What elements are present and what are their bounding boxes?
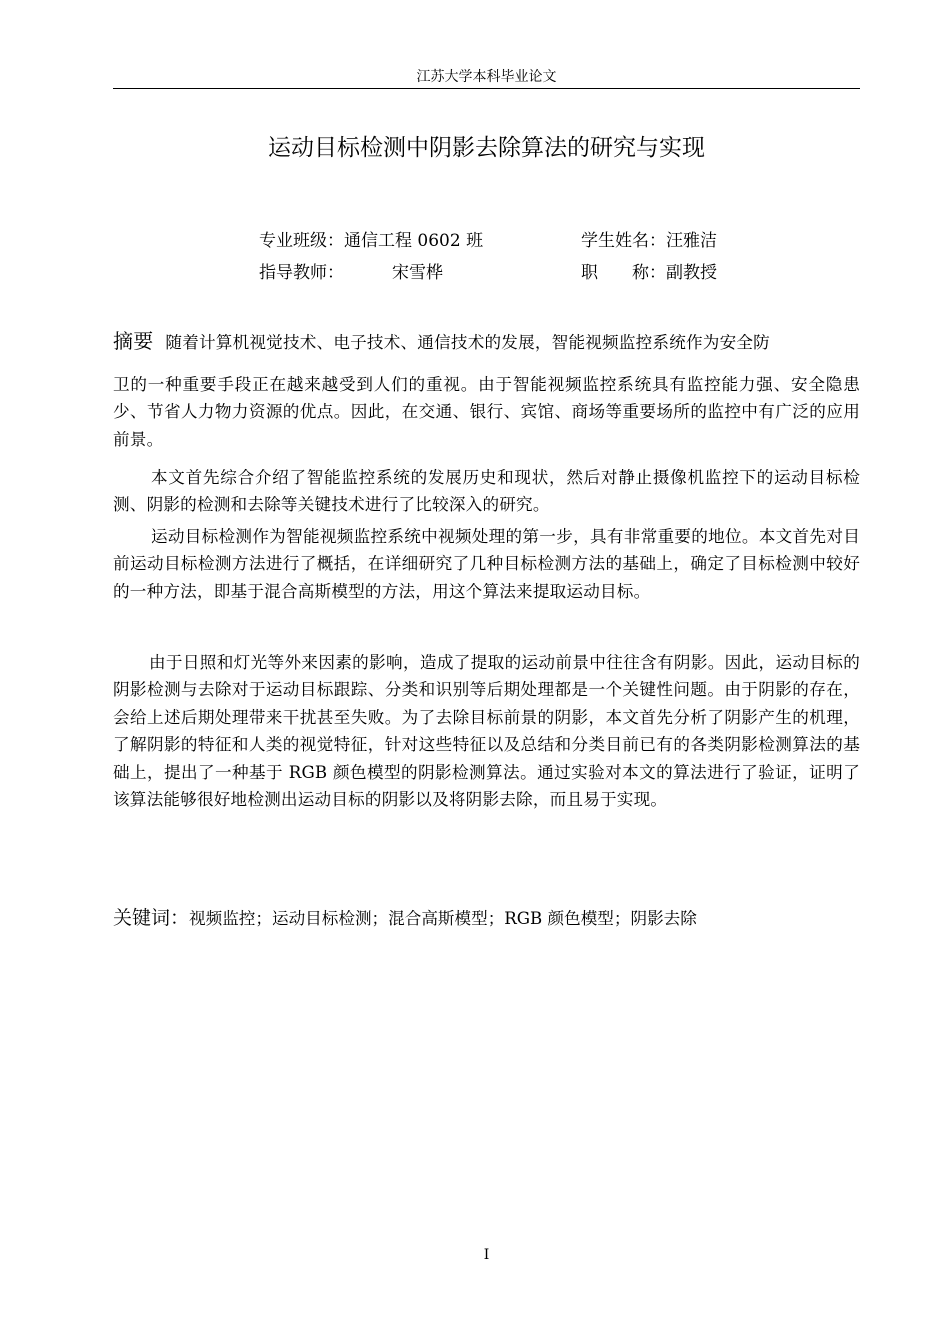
page-number: I <box>483 1247 490 1263</box>
abstract-paragraph-2: 本文首先综合介绍了智能监控系统的发展历史和现状，然后对静止摄像机监控下的运动目标检测、阴影的检测和去除等关键技术进行了比较深入的研究。 <box>113 468 860 515</box>
advisor-label: 指导教师： <box>259 263 344 283</box>
rank-label: 职 称： <box>581 263 666 283</box>
major-value: 通信工程 0602 班 <box>344 231 484 251</box>
abstract-first-line <box>113 326 860 358</box>
major-label: 专业班级： <box>259 231 344 251</box>
rank-line <box>581 262 717 284</box>
student-line <box>581 230 717 252</box>
abstract-paragraph-1: 卫的一种重要手段正在越来越受到人们的重视。由于智能视频监控系统具有监控能力强、安全隐患少、节省人力物力资源的优点。因此，在交通、银行、宾馆、商场等重要场所的监控中有广泛的应用前景。 <box>113 375 860 449</box>
abstract-p1-line1: 随着计算机视觉技术、电子技术、通信技术的发展，智能视频监控系统作为安全防 <box>165 333 770 352</box>
advisor-value: 宋雪桦 <box>392 263 443 283</box>
abstract-paragraph-3: 运动目标检测作为智能视频监控系统中视频处理的第一步，具有非常重要的地位。本文首先对目前运动目标检测方法进行了概括，在详细研究了几种目标检测方法的基础上，确定了目标检测中较好的一种方法，即基于混合高斯模型的方法，用这个算法来提取运动目标。 <box>113 527 860 601</box>
major-line <box>259 230 483 252</box>
page-header: 江苏大学本科毕业论文 <box>416 69 557 85</box>
student-label: 学生姓名： <box>581 231 666 251</box>
header-divider <box>113 88 860 89</box>
abstract-label: 摘要 <box>113 329 154 353</box>
abstract-paragraph-4: 由于日照和灯光等外来因素的影响，造成了提取的运动前景中往往含有阴影。因此，运动目标的阴影检测与去除对于运动目标跟踪、分类和识别等后期处理都是一个关键性问题。由于阴影的存在，会给上述后期处理带来干扰甚至失败。为了去除目标前景的阴影，本文首先分析了阴影产生的机理，了解阴影的特征和人类的视觉特征，针对这些特征以及总结和分类目前已有的各类阴影检测算法的基础上，提出了一种基于 RGB 颜色模型的阴影检测算法。通过实验对本文的算法进行了验证，证明了该算法能够很好地检测出运动目标的阴影以及将阴影去除，而且易于实现。 <box>113 653 860 810</box>
keywords-value: 视频监控；运动目标检测；混合高斯模型；RGB 颜色模型；阴影去除 <box>189 909 697 928</box>
advisor-line <box>259 262 443 284</box>
keywords-line <box>113 905 860 932</box>
rank-value: 副教授 <box>666 263 717 283</box>
keywords-label: 关键词： <box>113 907 190 929</box>
student-value: 汪雅洁 <box>666 231 717 251</box>
document-title: 运动目标检测中阴影去除算法的研究与实现 <box>268 135 705 161</box>
